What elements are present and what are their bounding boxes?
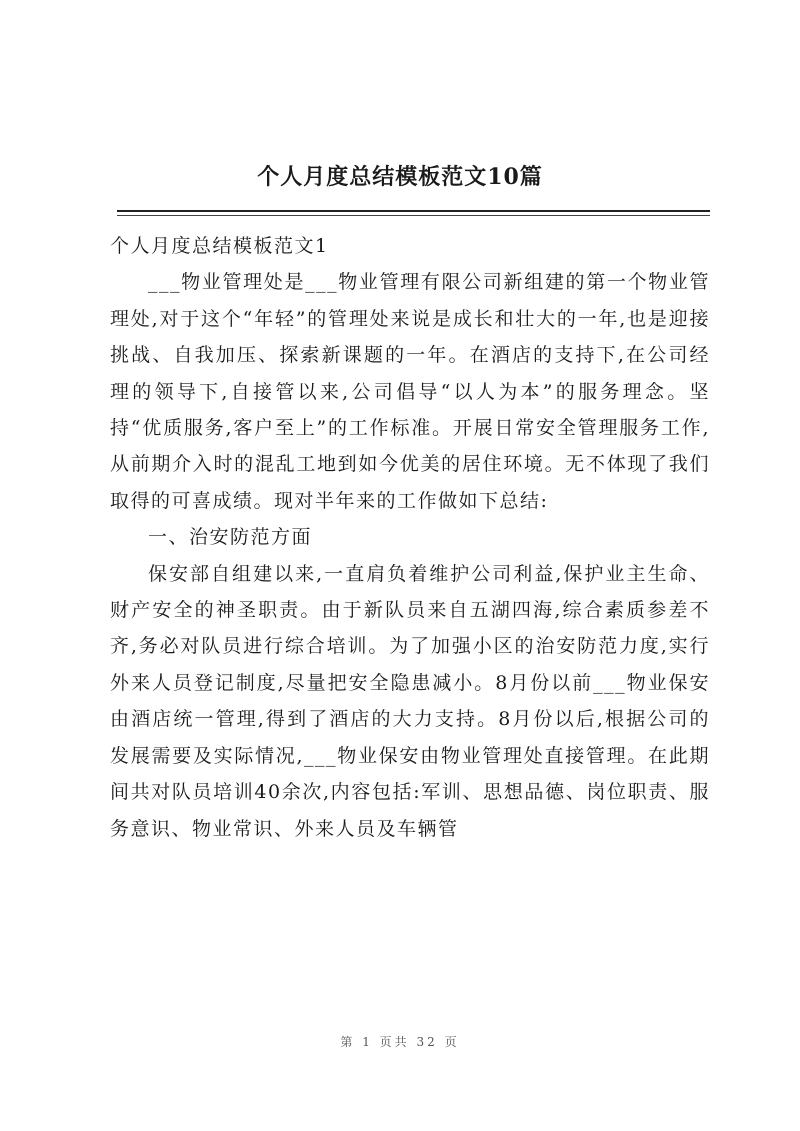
- paragraph-intro: ___物业管理处是___物业管理有限公司新组建的第一个物业管理处,对于这个“年轻”的管理处来说是成长和壮大的一年,也是迎接挑战、自我加压、探索新课题的一年。在酒店的支持下,在公司经理的领导下,自接管以来,公司倡导“以人为本”的服务理念。坚持“优质服务,客户至上”的工作标准。开展日常安全管理服务工作,从前期介入时的混乱工地到如今优美的居住环境。无不体现了我们取得的可喜成绩。现对半年来的工作做如下总结:: [110, 271, 710, 512]
- section-heading: 个人月度总结模板范文1: [110, 235, 329, 257]
- paragraph-security: 保安部自组建以来,一直肩负着维护公司利益,保护业主生命、财产安全的神圣职责。由于新队员来自五湖四海,综合素质参差不齐,务必对队员进行综合培训。为了加强小区的治安防范力度,实行外来人员登记制度,尽量把安全隐患减小。8月份以前___物业保安由酒店统一管理,得到了酒店的大力支持。8月份以后,根据公司的发展需要及实际情况,___物业保安由物业管理处直接管理。在此期间共对队员培训40余次,内容包括:军训、思想品德、岗位职责、服务意识、物业常识、外来人员及车辆管: [110, 562, 710, 840]
- paragraph-subheading: 一、治安防范方面: [148, 526, 313, 549]
- title-divider: [117, 210, 710, 212]
- page-footer: 第 1 页共 32 页: [340, 1035, 460, 1049]
- title-divider-thin: [117, 215, 710, 216]
- page-title: 个人月度总结模板范文10篇: [257, 164, 543, 190]
- document-body: [110, 228, 710, 847]
